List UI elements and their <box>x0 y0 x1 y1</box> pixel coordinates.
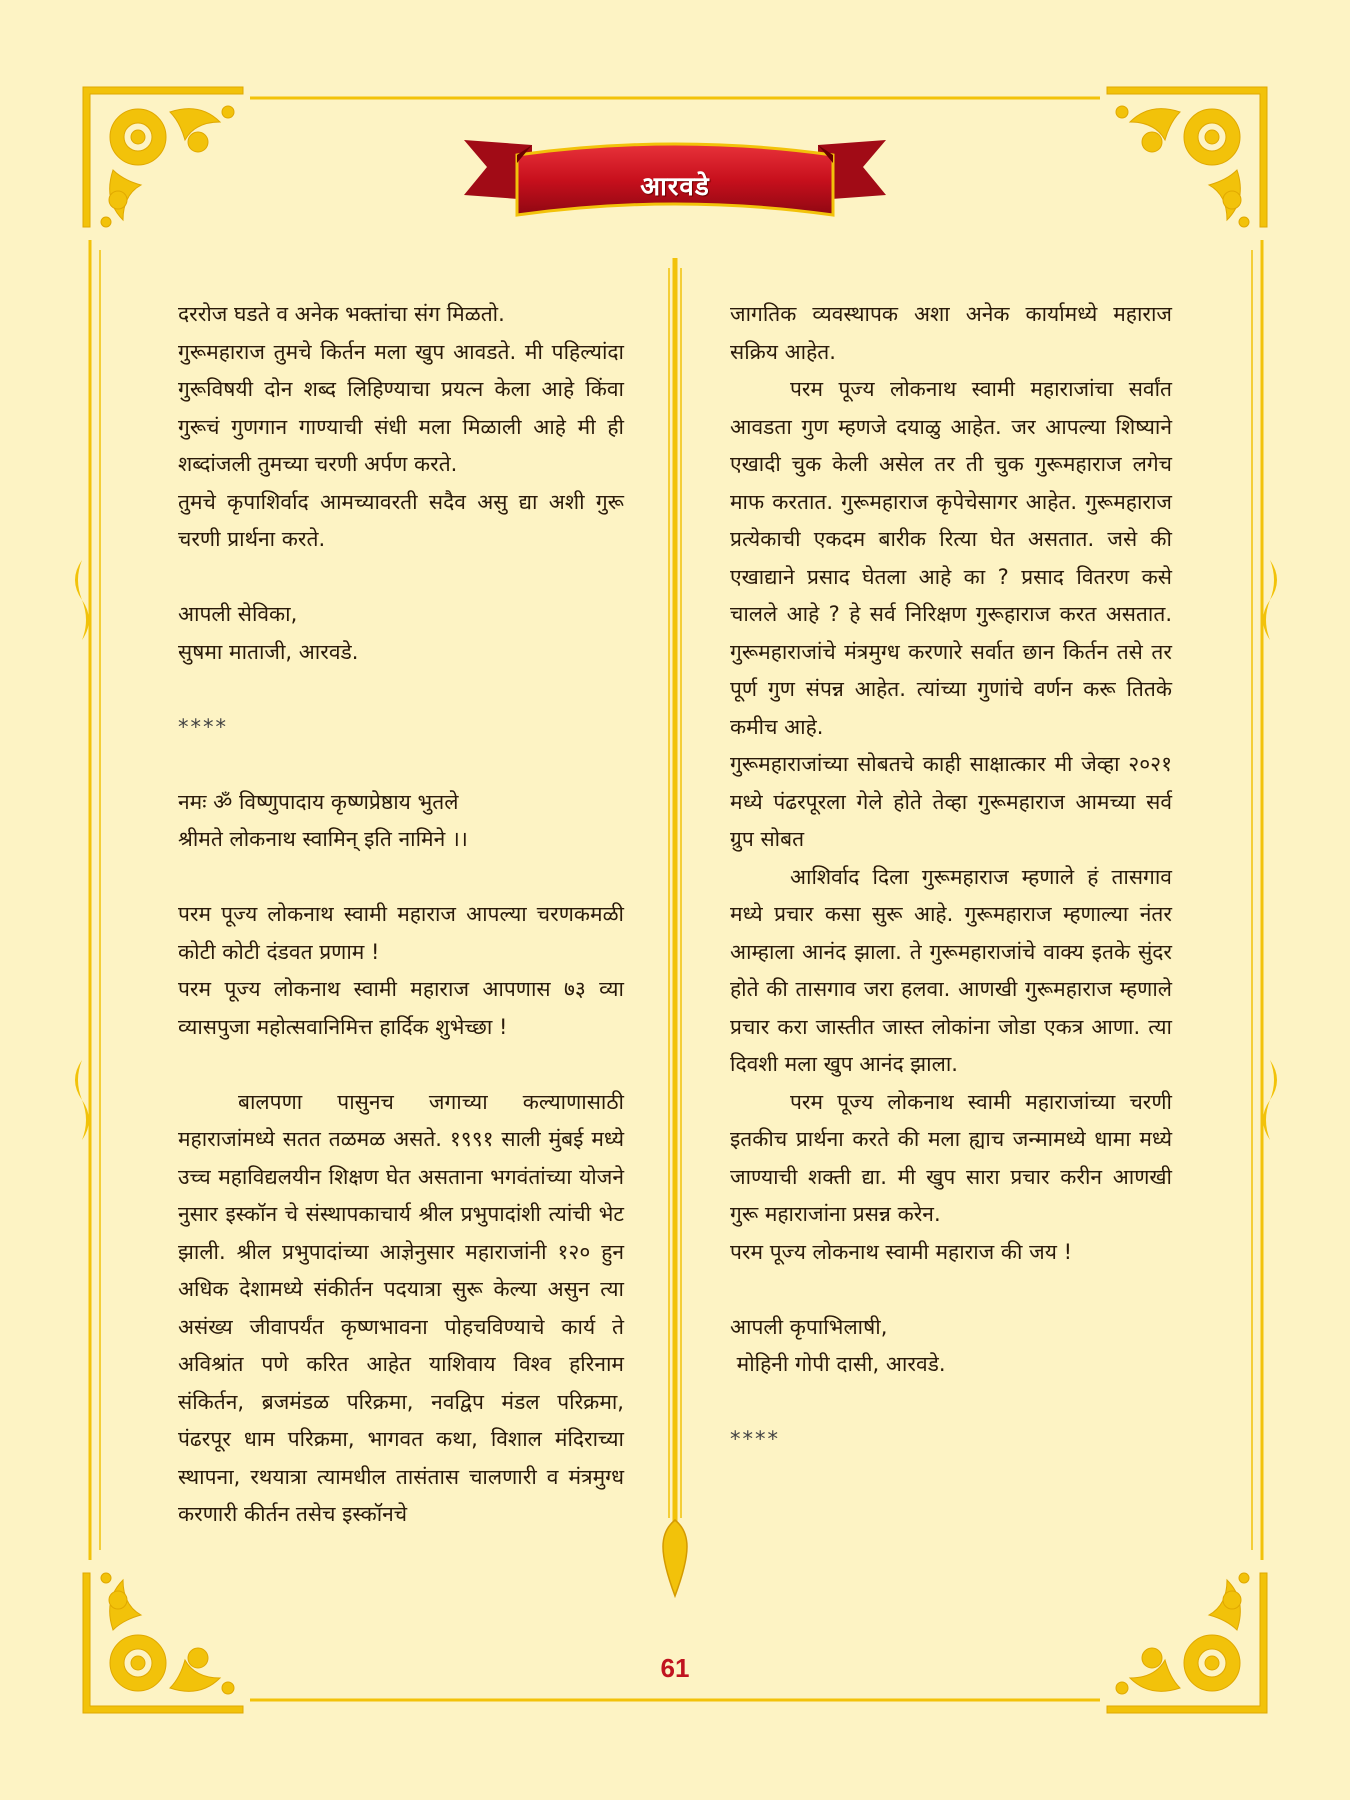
paragraph: गुरूमहाराज तुमचे किर्तन मला खुप आवडते. मी पहिल्यांदा गुरूविषयी दोन शब्द लिहिण्याचा प्रयत्न केला आहे किंवा गुरूचं गुणगान गाण्याची संधी मला मिळाली आहे मी ही शब्दांजली तुमच्या चरणी अर्पण करते. <box>178 339 624 476</box>
signature-line: आपली कृपाभिलाषी, <box>730 1314 888 1339</box>
right-column <box>730 296 1172 1459</box>
paragraph: बालपणा पासुनच जगाच्या कल्याणासाठी महाराजांमध्ये सतत तळमळ असते. १९९१ साली मुंबई मध्ये उच्च महाविद्यलयीन शिक्षण घेत असताना भगवंतांच्या योजने नुसार इस्कॉन चे संस्थापकाचार्य श्रील प्रभुपादांशी त्यांची भेट झाली. श्रील प्रभुपादांच्या आज्ञेनुसार महाराजांनी १२० हुन अधिक देशामध्ये संकीर्तन पदयात्रा सुरू केल्या असुन त्या असंख्य जीवापर्यंत कृष्णभावना पोहचविण्याचे कार्य ते अविश्रांत पणे करित आहेत याशिवाय विश्व हरिनाम संकिर्तन, ब्रजमंडळ परिक्रमा, नवद्विप मंडल परिक्रमा, पंढरपूर धाम परिक्रमा, भागवत कथा, विशाल मंदिराच्या स्थापना, रथयात्रा त्यामधील तासंतास चालणारी व मंत्रमुग्ध करणारी कीर्तन तसेच इस्कॉनचे <box>178 1089 624 1526</box>
corner-ornament-icon <box>1102 1568 1272 1718</box>
paragraph: जागतिक व्यवस्थापक अशा अनेक कार्यामध्ये महाराज सक्रिय आहेत. <box>730 302 1172 364</box>
corner-ornament-icon <box>78 1568 248 1718</box>
paragraph: परम पूज्य लोकनाथ स्वामी महाराज की जय ! <box>730 1239 1073 1264</box>
column-divider <box>655 258 695 1598</box>
paragraph: दररोज घडते व अनेक भक्तांचा संग मिळतो. <box>178 302 505 326</box>
signature-name: सुषमा माताजी, आरवडे. <box>178 639 359 664</box>
section-separator: **** <box>178 714 228 739</box>
left-column <box>178 296 624 1534</box>
paragraph: परम पूज्य लोकनाथ स्वामी महाराजांचा सर्वांत आवडता गुण म्हणजे दयाळु आहेत. जर आपल्या शिष्याने एखादी चुक केली असेल तर ती चुक गुरूमहाराज लगेच माफ करतात. गुरूमहाराज कृपेचेसागर आहेत. गुरूमहाराज प्रत्येकाची एकदम बारीक रित्या घेत असतात. जसे की एखाद्याने प्रसाद घेतला आहे का ? प्रसाद वितरण कसे चालले आहे ? हे सर्व निरिक्षण गुरूहाराज करत असतात. गुरूमहाराजांचे मंत्रमुग्ध करणारे सर्वात छान किर्तन तसे तर पूर्ण गुण संपन्न आहेत. त्यांच्या गुणांचे वर्णन करू तितके कमीच आहे. <box>730 377 1172 739</box>
paragraph: परम पूज्य लोकनाथ स्वामी महाराजांच्या चरणी इतकीच प्रार्थना करते की मला ह्याच जन्मामध्ये धामा मध्ये जाण्याची शक्ती द्या. मी खुप सारा प्रचार करीन आणखी गुरू महाराजांना प्रसन्न करेन. <box>730 1089 1172 1226</box>
section-separator: **** <box>730 1427 780 1451</box>
paragraph: तुमचे कृपाशिर्वाद आमच्यावरती सदैव असु द्या अशी गुरू चरणी प्रार्थना करते. <box>178 489 624 551</box>
title-ribbon <box>462 125 888 235</box>
paragraph: गुरूमहाराजांच्या सोबतचे काही साक्षात्कार मी जेव्हा २०२१ मध्ये पंढरपूरला गेले होते तेव्हा गुरूमहाराज आमच्या सर्व ग्रुप सोबत <box>730 752 1172 851</box>
signature-line: आपली सेविका, <box>178 602 298 626</box>
paragraph: परम पूज्य लोकनाथ स्वामी महाराज आपणास ७३ व्या व्यासपुजा महोत्सवानिमित्त हार्दिक शुभेच्छा ! <box>178 977 624 1039</box>
paragraph: आशिर्वाद दिला गुरूमहाराज म्हणाले हं तासगाव मध्ये प्रचार कसा सुरू आहे. गुरूमहाराज म्हणाल्या नंतर आम्हाला आनंद झाला. ते गुरूमहाराजांचे वाक्य इतके सुंदर होते की तासगाव जरा हलवा. आणखी गुरूमहाराज म्हणाले प्रचार करा जास्तीत जास्त लोकांना जोडा एकत्र आणा. त्या दिवशी मला खुप आनंद झाला. <box>730 864 1172 1076</box>
prayer-line: श्रीमते लोकनाथ स्वामिन् इति नामिने ।। <box>178 827 468 851</box>
page-title: आरवडे <box>640 172 710 202</box>
corner-ornament-icon <box>78 82 248 232</box>
corner-ornament-icon <box>1102 82 1272 232</box>
paragraph: परम पूज्य लोकनाथ स्वामी महाराज आपल्या चरणकमळी कोटी कोटी दंडवत प्रणाम ! <box>178 902 624 964</box>
signature-name: मोहिनी गोपी दासी, आरवडे. <box>730 1352 946 1376</box>
prayer-line: नमः ॐ विष्णुपादाय कृष्णप्रेष्ठाय भुतले <box>178 789 459 814</box>
page-number: 61 <box>660 1653 690 1683</box>
